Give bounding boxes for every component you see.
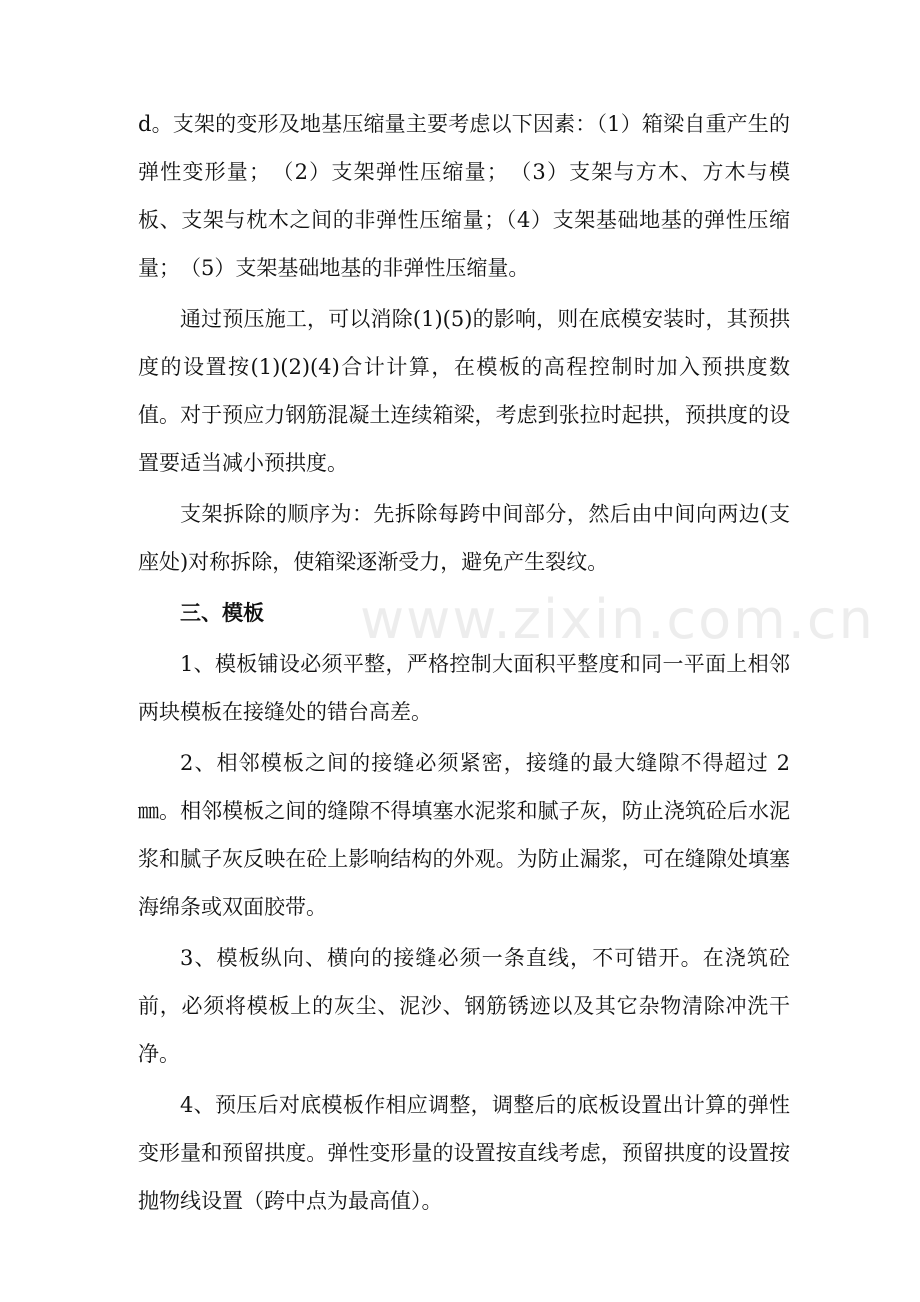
paragraph-preloading: 通过预压施工，可以消除(1)(5)的影响，则在底模安装时，其预拱度的设置按(1)(2)(4)合计计算，在模板的高程控制时加入预拱度数值。对于预应力钢筋混凝土连续箱梁，考虑到张拉时起拱，预拱度的设置要适当减小预拱度。	[138, 307, 790, 475]
document-page	[138, 100, 790, 1225]
section-heading-formwork: 三、模板	[180, 600, 264, 625]
list-item-1: 1、模板铺设必须平整，严格控制大面积平整度和同一平面上相邻两块模板在接缝处的错台高差。	[138, 652, 790, 724]
list-item-2: 2、相邻模板之间的接缝必须紧密，接缝的最大缝隙不得超过 2㎜。相邻模板之间的缝隙不得填塞水泥浆和腻子灰，防止浇筑砼后水泥浆和腻子灰反映在砼上影响结构的外观。为防止漏浆，可在缝隙处填塞海绵条或双面胶带。	[138, 751, 790, 919]
paragraph-removal-order: 支架拆除的顺序为：先拆除每跨中间部分，然后由中间向两边(支座处)对称拆除，使箱梁逐渐受力，避免产生裂纹。	[138, 502, 790, 574]
paragraph-factors: d。支架的变形及地基压缩量主要考虑以下因素：（1）箱梁自重产生的弹性变形量； （2）支架弹性压缩量； （3）支架与方木、方木与模板、支架与枕木之间的非弹性压缩量；（4）支架基础地基的弹性压缩量； （5）支架基础地基的非弹性压缩量。	[138, 112, 790, 280]
watermark-text: www.zixin.com.cn	[360, 588, 875, 651]
list-item-3: 3、模板纵向、横向的接缝必须一条直线，不可错开。在浇筑砼前，必须将模板上的灰尘、泥沙、钢筋锈迹以及其它杂物清除冲洗干净。	[138, 946, 790, 1066]
list-item-4: 4、预压后对底模板作相应调整，调整后的底板设置出计算的弹性变形量和预留拱度。弹性变形量的设置按直线考虑，预留拱度的设置按抛物线设置（跨中点为最高值）。	[138, 1093, 790, 1213]
